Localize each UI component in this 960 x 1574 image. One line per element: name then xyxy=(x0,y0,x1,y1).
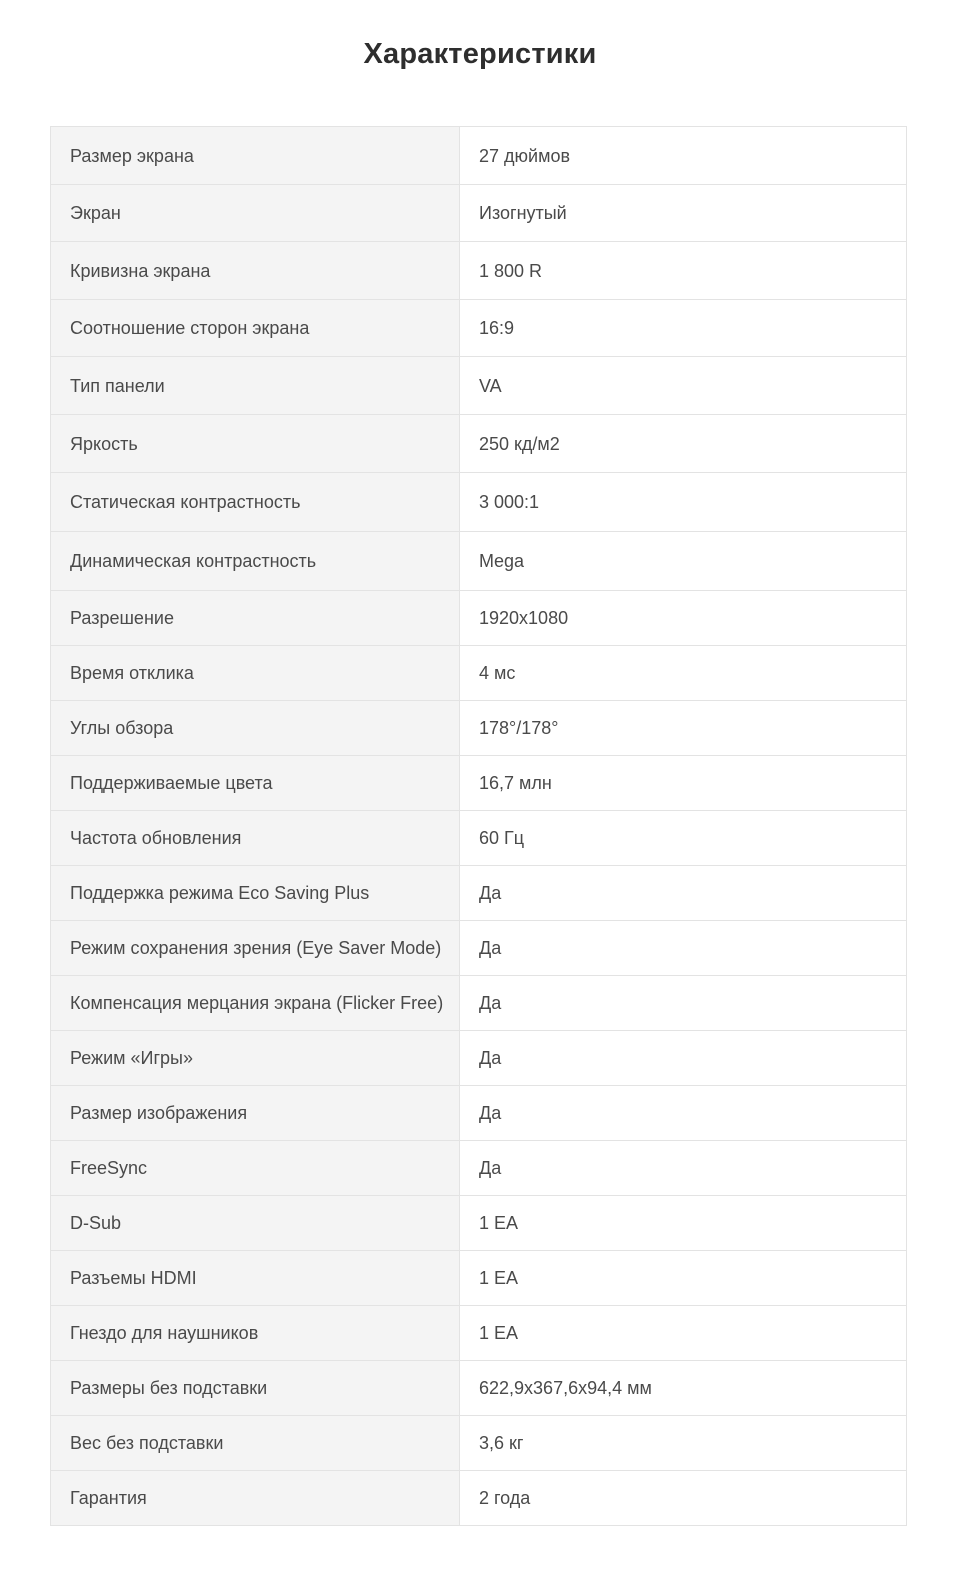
spec-value: 1 EA xyxy=(460,1306,907,1361)
table-row xyxy=(51,1416,907,1471)
spec-value: 622,9x367,6x94,4 мм xyxy=(460,1361,907,1416)
table-row xyxy=(51,701,907,756)
spec-value: 1 EA xyxy=(460,1196,907,1251)
spec-label: Размер экрана xyxy=(51,127,460,185)
table-row xyxy=(51,976,907,1031)
spec-label: Режим «Игры» xyxy=(51,1031,460,1086)
spec-label: Размеры без подставки xyxy=(51,1361,460,1416)
spec-label: Гнездо для наушников xyxy=(51,1306,460,1361)
spec-label: Яркость xyxy=(51,415,460,473)
spec-value: Изогнутый xyxy=(460,185,907,242)
page-title: Характеристики xyxy=(363,38,597,70)
table-row xyxy=(51,1361,907,1416)
spec-value: Да xyxy=(460,1141,907,1196)
spec-label: Компенсация мерцания экрана (Flicker Free) xyxy=(51,976,460,1031)
spec-label: Время отклика xyxy=(51,646,460,701)
spec-value: Да xyxy=(460,921,907,976)
table-row xyxy=(51,591,907,646)
spec-value: 60 Гц xyxy=(460,811,907,866)
table-row xyxy=(51,1306,907,1361)
spec-value: 2 года xyxy=(460,1471,907,1526)
spec-value: 178°/178° xyxy=(460,701,907,756)
specifications-table xyxy=(50,126,907,1526)
table-row xyxy=(51,1141,907,1196)
spec-label: Поддерживаемые цвета xyxy=(51,756,460,811)
spec-label: FreeSync xyxy=(51,1141,460,1196)
table-row xyxy=(51,300,907,357)
spec-label: Частота обновления xyxy=(51,811,460,866)
spec-label: Углы обзора xyxy=(51,701,460,756)
spec-value: Да xyxy=(460,1031,907,1086)
table-row xyxy=(51,1196,907,1251)
spec-label: D-Sub xyxy=(51,1196,460,1251)
spec-value: Да xyxy=(460,866,907,921)
table-row xyxy=(51,242,907,300)
table-row xyxy=(51,185,907,242)
table-row xyxy=(51,473,907,532)
spec-label: Поддержка режима Eco Saving Plus xyxy=(51,866,460,921)
spec-label: Режим сохранения зрения (Eye Saver Mode) xyxy=(51,921,460,976)
table-row xyxy=(51,921,907,976)
spec-value: 16,7 млн xyxy=(460,756,907,811)
table-row xyxy=(51,811,907,866)
table-row xyxy=(51,1086,907,1141)
spec-value: Да xyxy=(460,976,907,1031)
spec-value: 3,6 кг xyxy=(460,1416,907,1471)
spec-value: 3 000:1 xyxy=(460,473,907,532)
table-row xyxy=(51,127,907,185)
spec-value: 250 кд/м2 xyxy=(460,415,907,473)
table-row xyxy=(51,756,907,811)
spec-label: Разрешение xyxy=(51,591,460,646)
table-row xyxy=(51,415,907,473)
spec-label: Экран xyxy=(51,185,460,242)
spec-label: Соотношение сторон экрана xyxy=(51,300,460,357)
spec-label: Разъемы HDMI xyxy=(51,1251,460,1306)
spec-value: Да xyxy=(460,1086,907,1141)
table-row xyxy=(51,866,907,921)
spec-value: 4 мс xyxy=(460,646,907,701)
spec-value: Mega xyxy=(460,532,907,591)
spec-value: VA xyxy=(460,357,907,415)
table-row xyxy=(51,532,907,591)
spec-label: Кривизна экрана xyxy=(51,242,460,300)
spec-label: Гарантия xyxy=(51,1471,460,1526)
spec-value: 1920x1080 xyxy=(460,591,907,646)
spec-value: 27 дюймов xyxy=(460,127,907,185)
spec-label: Динамическая контрастность xyxy=(51,532,460,591)
spec-label: Размер изображения xyxy=(51,1086,460,1141)
table-row xyxy=(51,1251,907,1306)
spec-value: 1 800 R xyxy=(460,242,907,300)
table-row xyxy=(51,646,907,701)
table-row xyxy=(51,357,907,415)
table-row xyxy=(51,1031,907,1086)
spec-label: Вес без подставки xyxy=(51,1416,460,1471)
table-row xyxy=(51,1471,907,1526)
spec-label: Тип панели xyxy=(51,357,460,415)
spec-value: 1 EA xyxy=(460,1251,907,1306)
spec-value: 16:9 xyxy=(460,300,907,357)
spec-label: Статическая контрастность xyxy=(51,473,460,532)
